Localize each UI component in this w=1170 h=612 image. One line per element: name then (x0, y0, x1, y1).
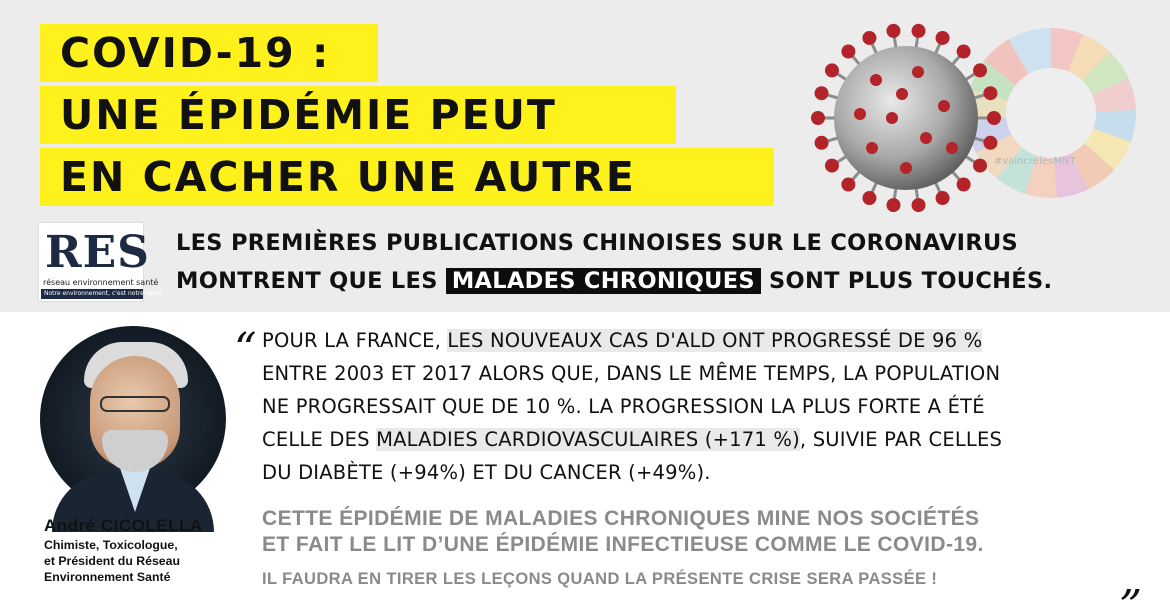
res-logo-mark: RES (45, 227, 150, 278)
hashtag: #vaincrelesMNT (994, 156, 1076, 167)
quote-text: CELLE DES (262, 428, 377, 451)
quote-highlight: MALADIES CARDIOVASCULAIRES (+171 %) (376, 428, 800, 451)
quote-close-icon: „ (1120, 554, 1143, 605)
coronavirus-icon (806, 18, 1006, 218)
person-role-2: et Président du Réseau (44, 554, 180, 568)
title-line-2: UNE ÉPIDÉMIE PEUT (40, 86, 676, 144)
subtitle-text: MONTRENT QUE LES (176, 268, 446, 294)
conclusion-line-3: IL FAUDRA EN TIRER LES LEÇONS QUAND LA PRÉSENTE CRISE SERA PASSÉE ! (262, 570, 938, 588)
subtitle-highlight: MALADES CHRONIQUES (446, 268, 761, 294)
subtitle-text-end: SONT PLUS TOUCHÉS. (760, 268, 1053, 294)
quote-line-2: ENTRE 2003 ET 2017 ALORS QUE, DANS LE MÊME TEMPS, LA POPULATION (262, 362, 1001, 385)
person-name: André CICOLELLA (44, 516, 203, 535)
res-logo-name: réseau environnement santé (43, 278, 159, 287)
subtitle-line-1: LES PREMIÈRES PUBLICATIONS CHINOISES SUR LE CORONAVIRUS (176, 230, 1019, 256)
illustration (806, 18, 1136, 218)
conclusion-line-1: CETTE ÉPIDÉMIE DE MALADIES CHRONIQUES MINE NOS SOCIÉTÉS (262, 507, 980, 530)
quote-text-end: , SUIVIE PAR CELLES (799, 428, 1003, 451)
wheel-center (1006, 68, 1096, 158)
subtitle-line-2 (176, 264, 1052, 298)
quote-text: POUR LA FRANCE, (262, 329, 448, 352)
quote-open-icon: “ (234, 324, 257, 375)
avatar-glasses (100, 396, 170, 412)
res-logo-tagline: Notre environnement, c'est notre santé (41, 289, 143, 299)
quote-line-1 (262, 326, 982, 356)
quote-line-4 (262, 425, 1002, 455)
conclusion-line-2: ET FAIT LE LIT D’UNE ÉPIDÉMIE INFECTIEUSE COMME LE COVID-19. (262, 533, 984, 556)
title-line-3: EN CACHER UNE AUTRE (40, 148, 774, 206)
quote-line-5: DU DIABÈTE (+94%) ET DU CANCER (+49%). (262, 461, 711, 484)
quote-highlight: LES NOUVEAUX CAS D'ALD ONT PROGRESSÉ DE 96 % (447, 329, 983, 352)
res-logo (38, 222, 163, 302)
person-role-3: Environnement Santé (44, 570, 171, 584)
avatar-beard (102, 430, 168, 472)
quote-line-3: NE PROGRESSAIT QUE DE 10 %. LA PROGRESSION LA PLUS FORTE A ÉTÉ (262, 395, 985, 418)
avatar (40, 326, 226, 512)
title-line-1: COVID-19 : (40, 24, 378, 82)
person-role-1: Chimiste, Toxicologue, (44, 538, 178, 552)
